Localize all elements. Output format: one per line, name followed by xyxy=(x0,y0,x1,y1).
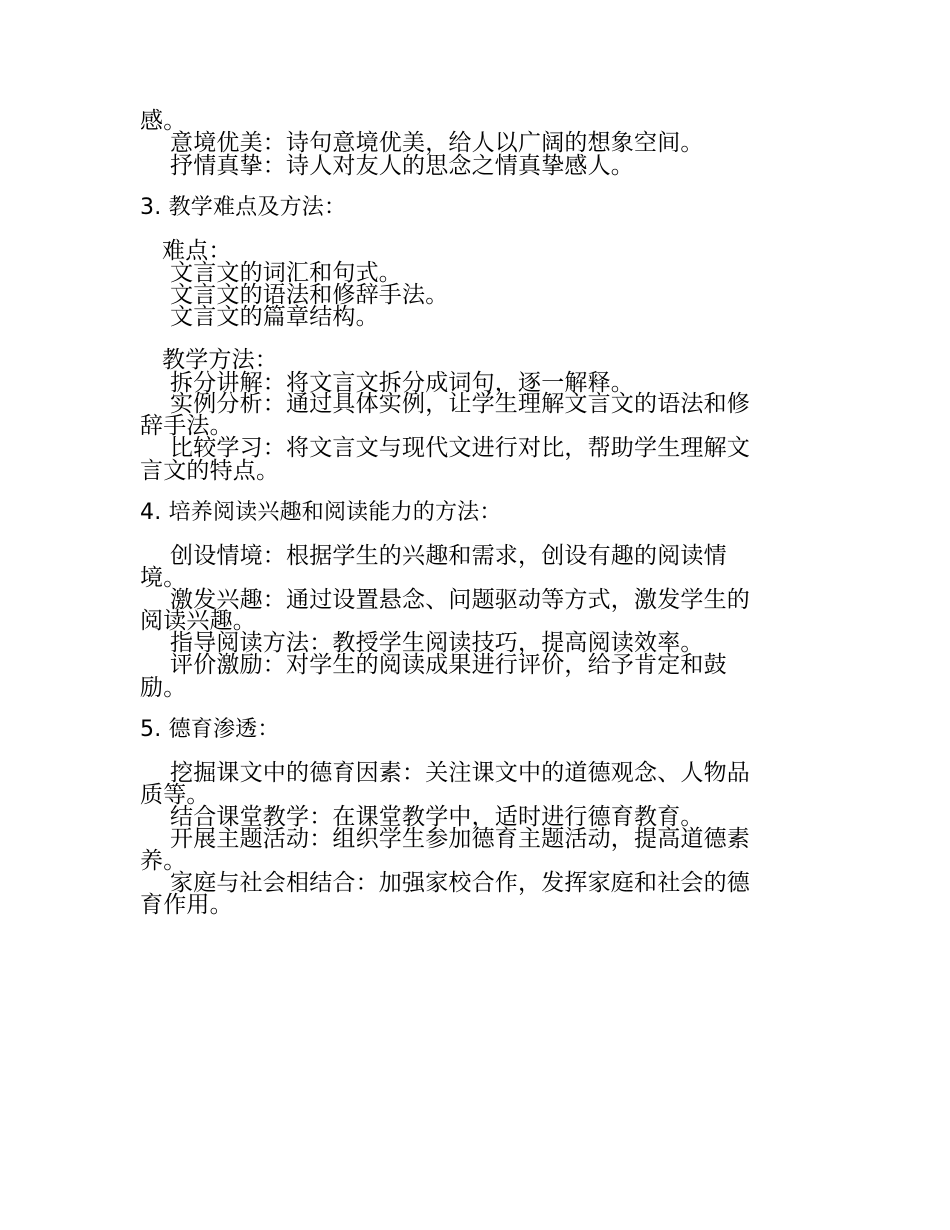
list-item: 家庭与社会相结合：加强家校合作，发挥家庭和社会的德 xyxy=(170,870,750,896)
section-heading: 3. 教学难点及方法： xyxy=(140,195,347,220)
section-heading: 4. 培养阅读兴趣和阅读能力的方法： xyxy=(140,500,502,525)
section-heading: 5. 德育渗透： xyxy=(140,717,280,742)
list-item: 挖掘课文中的德育因素：关注课文中的道德观念、人物品 xyxy=(170,760,750,786)
subheading-methods: 教学方法： xyxy=(162,347,278,373)
list-item: 指导阅读方法：教授学生阅读技巧，提高阅读效率。 xyxy=(170,630,704,656)
list-item: 开展主题活动：组织学生参加德育主题活动，提高道德素 xyxy=(170,826,750,852)
list-item: 评价激励：对学生的阅读成果进行评价，给予肯定和鼓 xyxy=(170,652,727,678)
list-item-continuation: 育作用。 xyxy=(140,892,233,918)
list-item-continuation: 言文的特点。 xyxy=(140,458,280,484)
paragraph-continuation: 感。 xyxy=(140,108,187,134)
list-item: 抒情真挚：诗人对友人的思念之情真挚感人。 xyxy=(170,153,634,179)
list-item: 激发兴趣：通过设置悬念、问题驱动等方式，激发学生的 xyxy=(170,587,750,613)
list-item-continuation: 励。 xyxy=(140,675,187,701)
list-item: 意境优美：诗句意境优美，给人以广阔的想象空间。 xyxy=(170,130,704,156)
list-item: 创设情境：根据学生的兴趣和需求，创设有趣的阅读情 xyxy=(170,543,727,569)
list-item-continuation: 质等。 xyxy=(140,782,210,808)
list-item: 文言文的篇章结构。 xyxy=(170,304,379,330)
list-item: 拆分讲解：将文言文拆分成词句，逐一解释。 xyxy=(170,370,634,396)
list-item-continuation: 阅读兴趣。 xyxy=(140,608,256,634)
list-item: 结合课堂教学：在课堂教学中，适时进行德育教育。 xyxy=(170,804,704,830)
list-item-continuation: 辞手法。 xyxy=(140,413,233,439)
subheading-difficulties: 难点： xyxy=(162,238,232,264)
list-item: 文言文的词汇和句式。 xyxy=(170,260,402,286)
list-item: 文言文的语法和修辞手法。 xyxy=(170,282,449,308)
list-item-continuation: 养。 xyxy=(140,848,187,874)
list-item-continuation: 境。 xyxy=(140,565,187,591)
list-item: 比较学习：将文言文与现代文进行对比，帮助学生理解文 xyxy=(170,435,750,461)
list-item: 实例分析：通过具体实例，让学生理解文言文的语法和修 xyxy=(170,391,750,417)
